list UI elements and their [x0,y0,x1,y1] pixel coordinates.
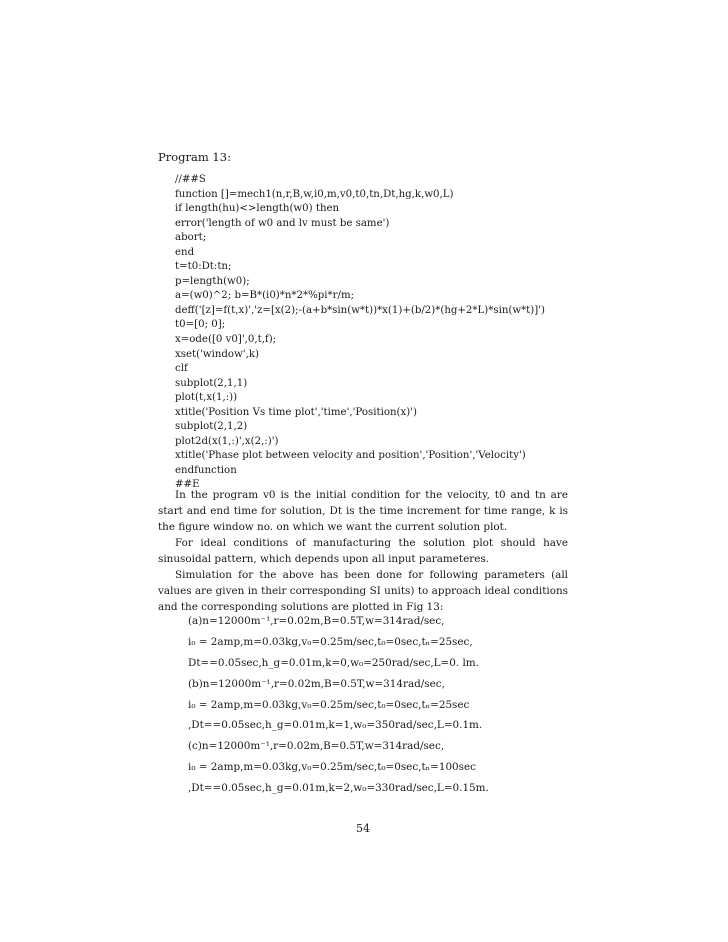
code-listing [175,173,575,493]
page-content [158,0,568,942]
code-line: clf [175,363,188,375]
code-line: error('length of w0 and lv must be same') [175,217,390,229]
paragraph: For ideal conditions of manufacturing the solution plot should have sinusoidal pattern, which depends upon all input parameteres. [158,537,568,565]
page-number: 54 [356,822,370,835]
parameter-line: ,Dt==0.05sec,h_g=0.01m,k=1,w₀=350rad/sec,L=0.1m. [188,719,483,732]
parameter-line: (c)n=12000m⁻¹,r=0.02m,B=0.5T,w=314rad/sec, [188,740,445,753]
parameter-line: i₀ = 2amp,m=0.03kg,v₀=0.25m/sec,t₀=0sec,tₙ=100sec [188,761,476,774]
paragraph: In the program v0 is the initial condition for the velocity, t0 and tn are start and end time for solution, Dt is the time increment for time range, k is the figure window no. on which we want the current solution plot. [158,489,568,533]
code-line: if length(hu)<>length(w0) then [175,203,340,215]
parameter-line: (a)n=12000m⁻¹,r=0.02m,B=0.5T,w=314rad/sec, [188,615,445,627]
code-line: endfunction [175,464,237,476]
parameter-line: (b)n=12000m⁻¹,r=0.02m,B=0.5T,w=314rad/sec, [188,677,445,690]
parameter-line: i₀ = 2amp,m=0.03kg,v₀=0.25m/sec,t₀=0sec,tₙ=25sec, [188,635,473,648]
parameter-line: Dt==0.05sec,h_g=0.01m,k=0,w₀=250rad/sec,L=0. lm. [188,656,479,669]
code-line: //##S [175,174,206,185]
code-line: x=ode([0 v0]',0,t,f); [175,334,277,346]
code-line: xtitle('Phase plot between velocity and position','Position','Velocity') [175,450,526,462]
code-line: xtitle('Position Vs time plot','time','Position(x)') [175,406,418,418]
parameter-line: ,Dt==0.05sec,h_g=0.01m,k=2,w₀=330rad/sec,L=0.15m. [188,782,489,795]
paragraph: Simulation for the above has been done for following parameters (all values are given in their corresponding SI units) to approach ideal conditions and the corresponding solutions are plotted in Fig 13: [158,569,568,613]
code-line: p=length(w0); [175,275,250,287]
code-line: t=t0:Dt:tn; [175,261,232,273]
code-line: a=(w0)^2; b=B*(i0)*n*2*%pi*r/m; [175,290,355,302]
parameter-line: i₀ = 2amp,m=0.03kg,v₀=0.25m/sec,t₀=0sec,tₙ=25sec [188,698,470,711]
code-line: abort; [175,232,207,244]
code-line: subplot(2,1,2) [175,421,248,433]
parameter-list [188,611,578,799]
code-line: end [175,246,195,258]
code-line: deff('[z]=f(t,x)','z=[x(2);-(a+b*sin(w*t))*x(1)+(b/2)*(hg+2*L)*sin(w*t)]') [175,304,545,316]
code-line: plot(t,x(1,:)) [175,392,238,404]
code-line: subplot(2,1,1) [175,377,248,389]
code-line: function []=mech1(n,r,B,w,i0,m,v0,t0,tn,Dt,hg,k,w0,L) [175,188,454,200]
code-line: t0=[0; 0]; [175,319,226,331]
program-heading: Program 13: [158,150,231,164]
code-line: ##E [175,479,200,491]
code-line: plot2d(x(1,:)',x(2,:)') [175,435,279,447]
body-text [158,487,568,615]
code-line: xset('window',k) [175,348,259,360]
